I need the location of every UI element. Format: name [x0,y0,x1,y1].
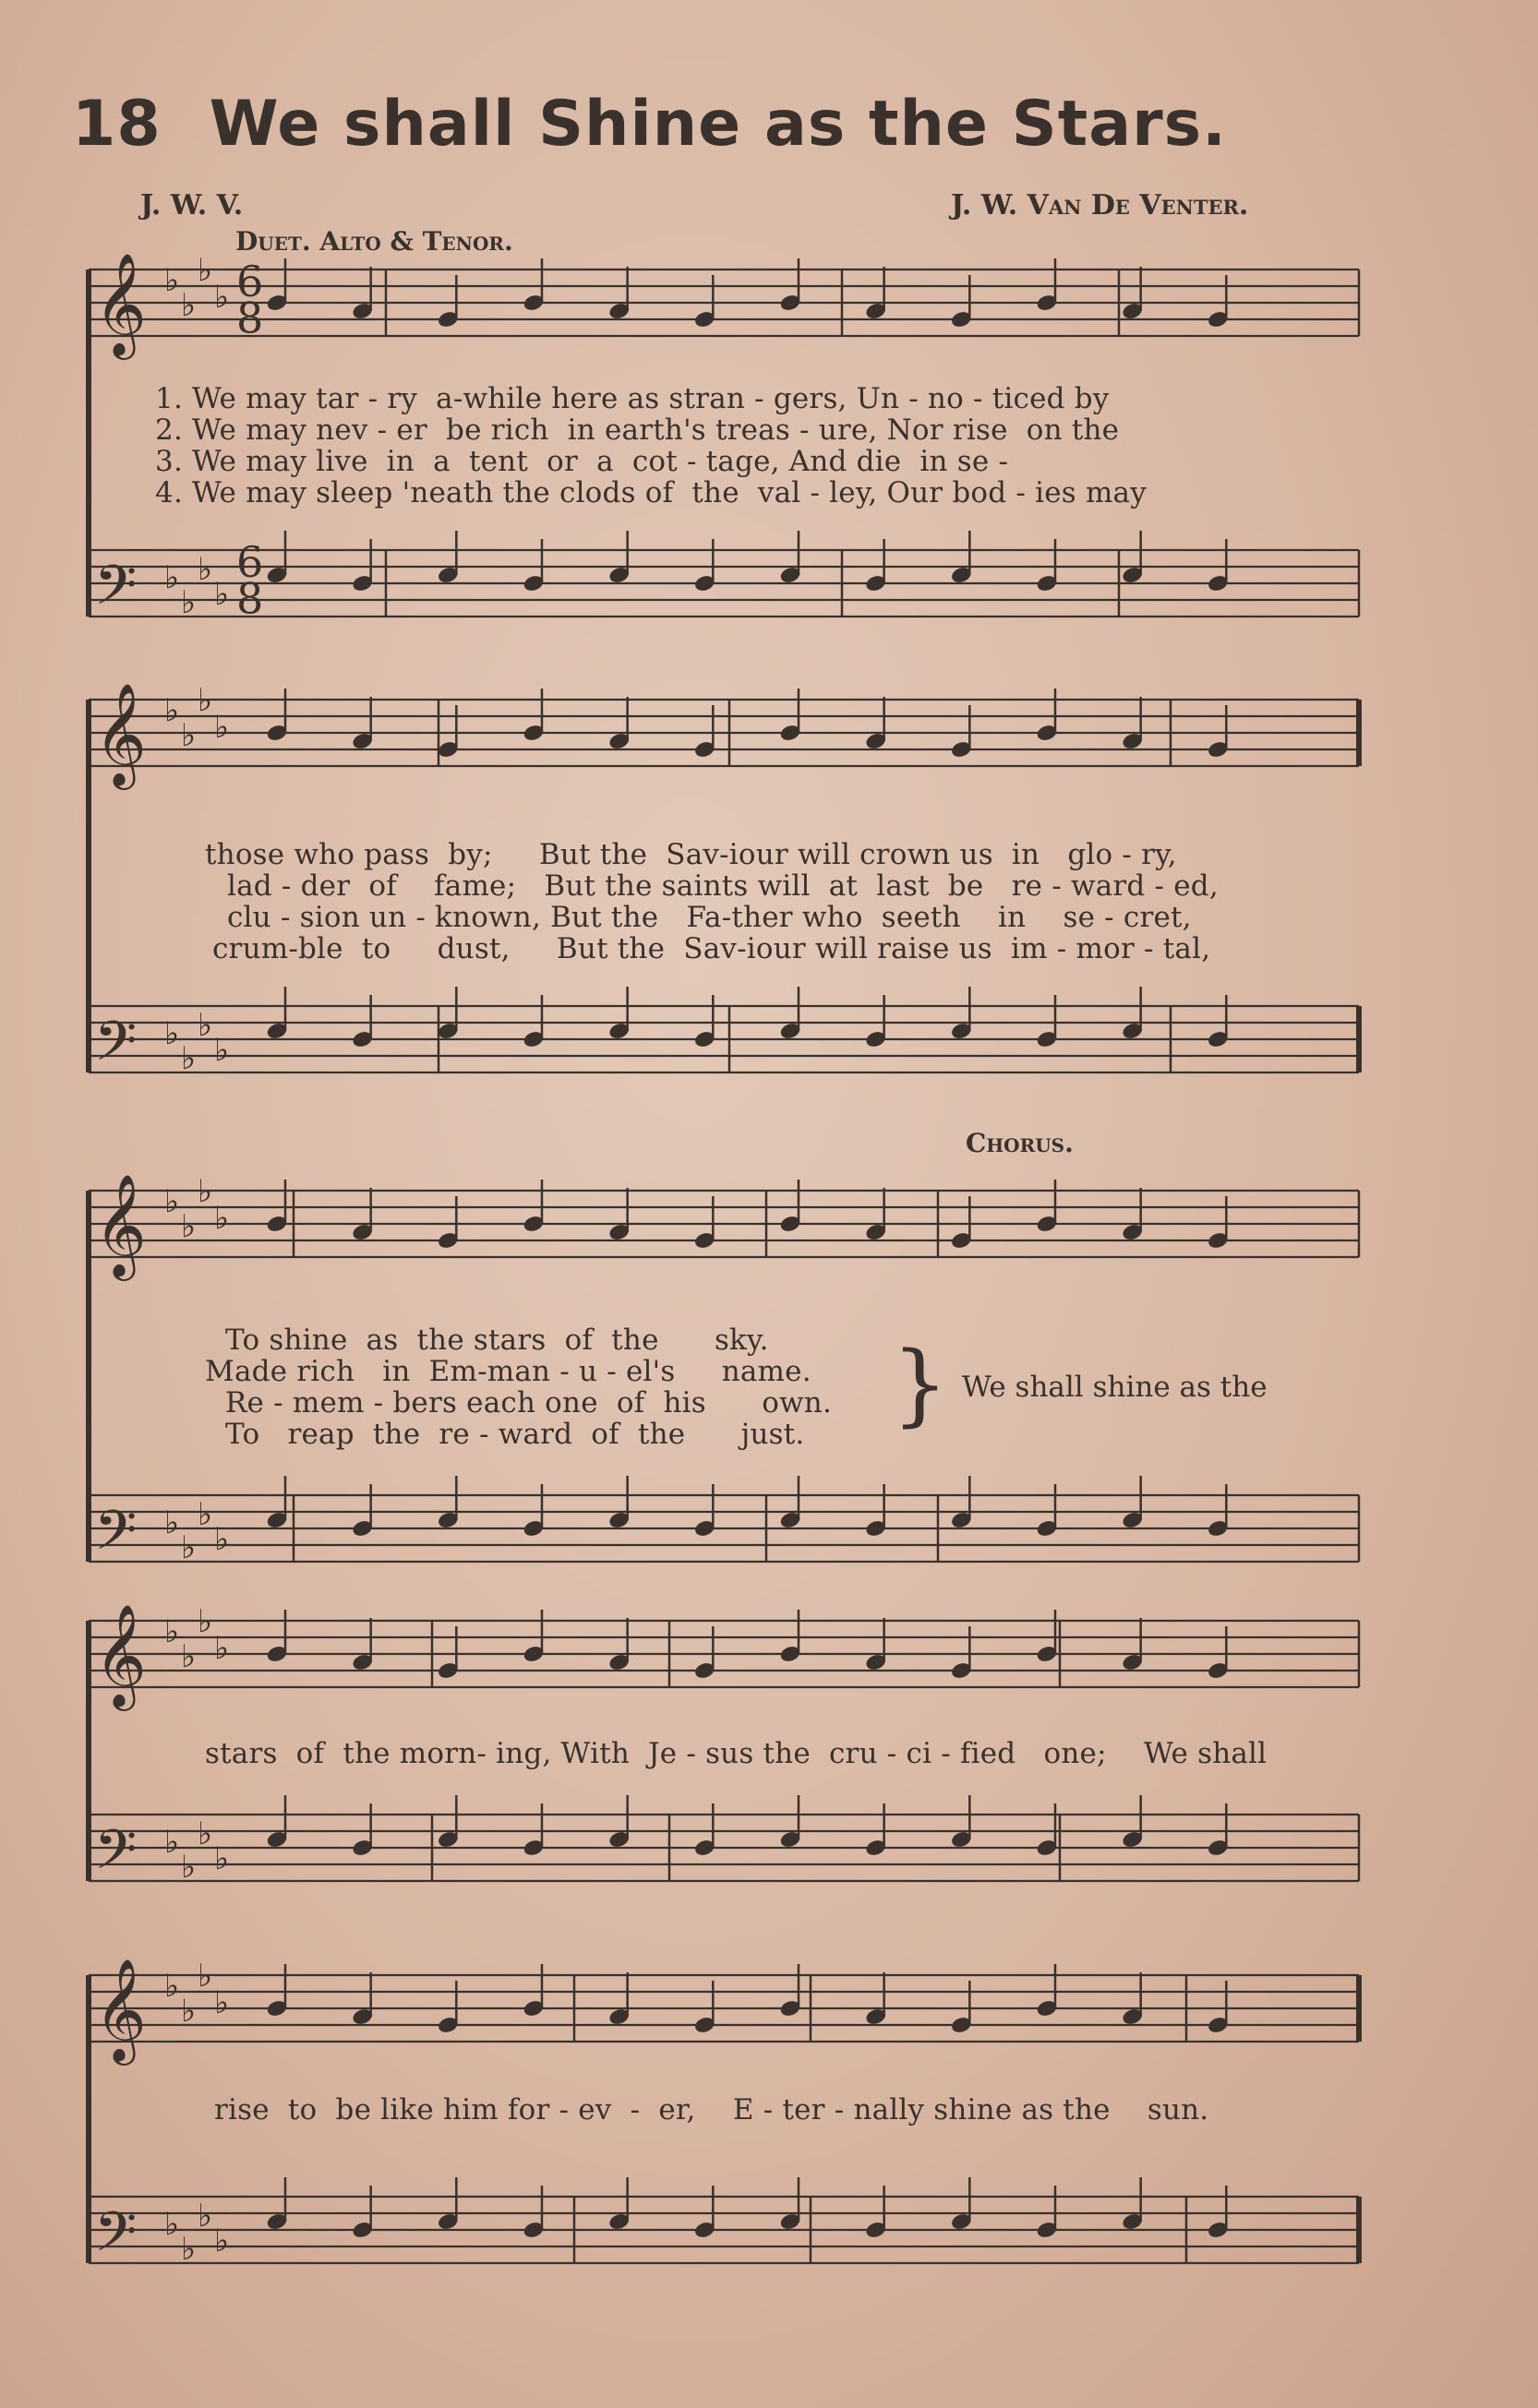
svg-text:♭: ♭ [198,1173,213,1210]
verse-3-line-3: Re - mem - bers each one of his own. [225,1386,833,1420]
verse-4-line-3: To reap the re - ward of the just. [225,1418,805,1451]
verse-2-line-1: 2. We may nev - er be rich in earth's treas - ure, Nor rise on the [155,413,1120,447]
svg-text:6: 6 [236,536,264,587]
svg-text:♭: ♭ [164,1968,180,2005]
svg-text:𝄞: 𝄞 [94,682,147,785]
chorus-line-1: We shall shine as the [962,1371,1268,1404]
verse-1-line-1: 1. We may tar - ry a-while here as stran - gers, Un - no - ticed by [155,382,1110,415]
verse-4-line-2: crum-ble to dust, But the Sav-iour will raise us im - mor - tal, [212,932,1211,965]
svg-text:♭: ♭ [198,682,213,719]
svg-text:♭: ♭ [164,1015,180,1052]
svg-text:♭: ♭ [164,559,180,596]
svg-text:𝄞: 𝄞 [94,1958,147,2061]
svg-text:𝄢: 𝄢 [94,1817,138,1895]
verse-3-line-1: 3. We may live in a tent or a cot - tage, And die in se - [155,445,1009,478]
svg-text:♭: ♭ [214,576,230,613]
hymn-title-text: We shall Shine as the Stars. [209,88,1227,161]
svg-text:𝄢: 𝄢 [94,553,138,630]
svg-text:♭: ♭ [214,1984,230,2021]
svg-text:♭: ♭ [198,252,213,289]
svg-text:♭: ♭ [198,1603,213,1640]
voicing-label: Duet. Alto & Tenor. [235,226,513,257]
svg-text:𝄞: 𝄞 [94,252,147,355]
hymn-number: 18 [72,88,162,161]
svg-text:𝄢: 𝄢 [94,1009,138,1086]
svg-text:♭: ♭ [198,1815,213,1852]
svg-text:♭: ♭ [164,2206,180,2243]
svg-text:♭: ♭ [181,2231,197,2268]
svg-text:♭: ♭ [214,2222,230,2259]
svg-text:♭: ♭ [214,1200,230,1237]
verse-2-line-3: Made rich in Em-man - u - el's name. [205,1355,811,1388]
svg-text:♭: ♭ [181,1040,197,1077]
chorus-line-3: rise to be like him for - ev - er, E - ter - nally shine as the sun. [214,2093,1209,2126]
svg-text:𝄞: 𝄞 [94,1603,147,1707]
verse-2-line-2: lad - der of fame; But the saints will at last be re - ward - ed, [227,869,1219,903]
verse-1-line-3: To shine as the stars of the sky. [225,1324,769,1357]
svg-text:8: 8 [236,573,264,624]
svg-text:♭: ♭ [181,1529,197,1566]
verse-3-line-2: clu - sion un - known, But the Fa-ther who seeth in se - cret, [227,901,1192,934]
svg-text:♭: ♭ [214,279,230,316]
words-credit: J. W. V. [140,189,244,222]
verse-brace: } [892,1333,949,1436]
svg-text:♭: ♭ [164,1183,180,1220]
svg-text:♭: ♭ [164,1504,180,1541]
svg-text:♭: ♭ [181,1208,197,1245]
svg-text:♭: ♭ [214,1840,230,1877]
svg-text:♭: ♭ [164,1824,180,1861]
svg-text:𝄢: 𝄢 [94,2199,138,2277]
svg-text:8: 8 [236,293,264,343]
svg-text:♭: ♭ [214,1032,230,1069]
svg-text:♭: ♭ [181,1638,197,1675]
svg-text:♭: ♭ [164,692,180,729]
svg-text:𝄢: 𝄢 [94,1498,138,1575]
svg-text:♭: ♭ [198,1958,213,1995]
chorus-line-2: stars of the morn- ing, With Je - sus the cru - ci - fied one; We shall [205,1737,1268,1770]
svg-text:♭: ♭ [181,287,197,324]
svg-text:♭: ♭ [198,2198,213,2234]
svg-text:♭: ♭ [164,1613,180,1650]
svg-text:♭: ♭ [214,709,230,746]
chorus-label: Chorus. [966,1128,1074,1158]
svg-text:♭: ♭ [198,1007,213,1044]
music-credit: J. W. Van De Venter. [951,189,1249,222]
svg-text:♭: ♭ [214,1521,230,1558]
svg-text:♭: ♭ [198,551,213,588]
svg-text:♭: ♭ [164,262,180,299]
verse-4-line-1: 4. We may sleep 'neath the clods of the val - ley, Our bod - ies may [155,476,1147,509]
svg-text:♭: ♭ [181,1993,197,2030]
svg-text:𝄞: 𝄞 [94,1173,147,1276]
svg-text:♭: ♭ [214,1630,230,1667]
svg-text:6: 6 [236,256,264,306]
svg-text:♭: ♭ [198,1496,213,1533]
verse-1-line-2: those who pass by; But the Sav-iour will crown us in glo - ry, [205,838,1177,871]
svg-text:♭: ♭ [181,717,197,754]
svg-text:♭: ♭ [181,584,197,621]
svg-text:♭: ♭ [181,1849,197,1886]
